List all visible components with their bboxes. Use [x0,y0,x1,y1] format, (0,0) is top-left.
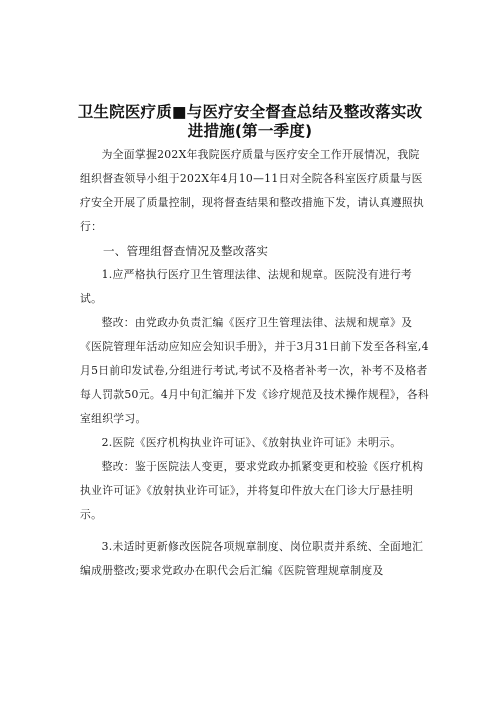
intro-paragraph: 为全面掌握202X年我院医疗质量与医疗安全工作开展情况，我院组织督查领导小组于202X年4月10—11日对全院各科室医疗质量与医疗安全开展了质量控制，现将督查结果和整改措施下发，请认真遵照执行： [80,148,424,233]
document-title-line-2: 进措施(第一季度) [187,122,313,140]
issue-1-paragraph: 1.应严格执行医疗卫生管理法律、法规和规章。医院没有进行考试。 [80,268,413,305]
rectification-1-paragraph: 整改：由党政办负责汇编《医疗卫生管理法律、法规和规章》及《医院管理年活动应知应会知识手册》，并于3月31日前下发至各科室,4月5日前印发试卷,分组进行考试,考试不及格者补考一次，补考不及格者每人罚款50元。4月中旬汇编并下发《诊疗规范及技术操作规程》，各科室组织学习。 [80,316,430,425]
issue-3-paragraph: 3.未适时更新修改医院各项规章制度、岗位职责并系统、全面地汇编成册整改;要求党政办在职代会后汇编《医院管理规章制度及 [80,540,424,577]
document-title-line-1: 卫生院医疗质■与医疗安全督查总结及整改落实改 [77,103,423,121]
section-heading: 一、管理组督查情况及整改落实 [103,244,269,258]
document-body [80,143,430,583]
issue-2-paragraph: 2.医院《医疗机构执业许可证》、《放射执业许可证》未明示。 [101,436,402,449]
rectification-2-paragraph: 整改：鉴于医院法人变更，要求党政办抓紧变更和校验《医疗机构执业许可证》《放射执业许可证》，并将复印件放大在门诊大厅悬挂明示。 [80,460,424,521]
